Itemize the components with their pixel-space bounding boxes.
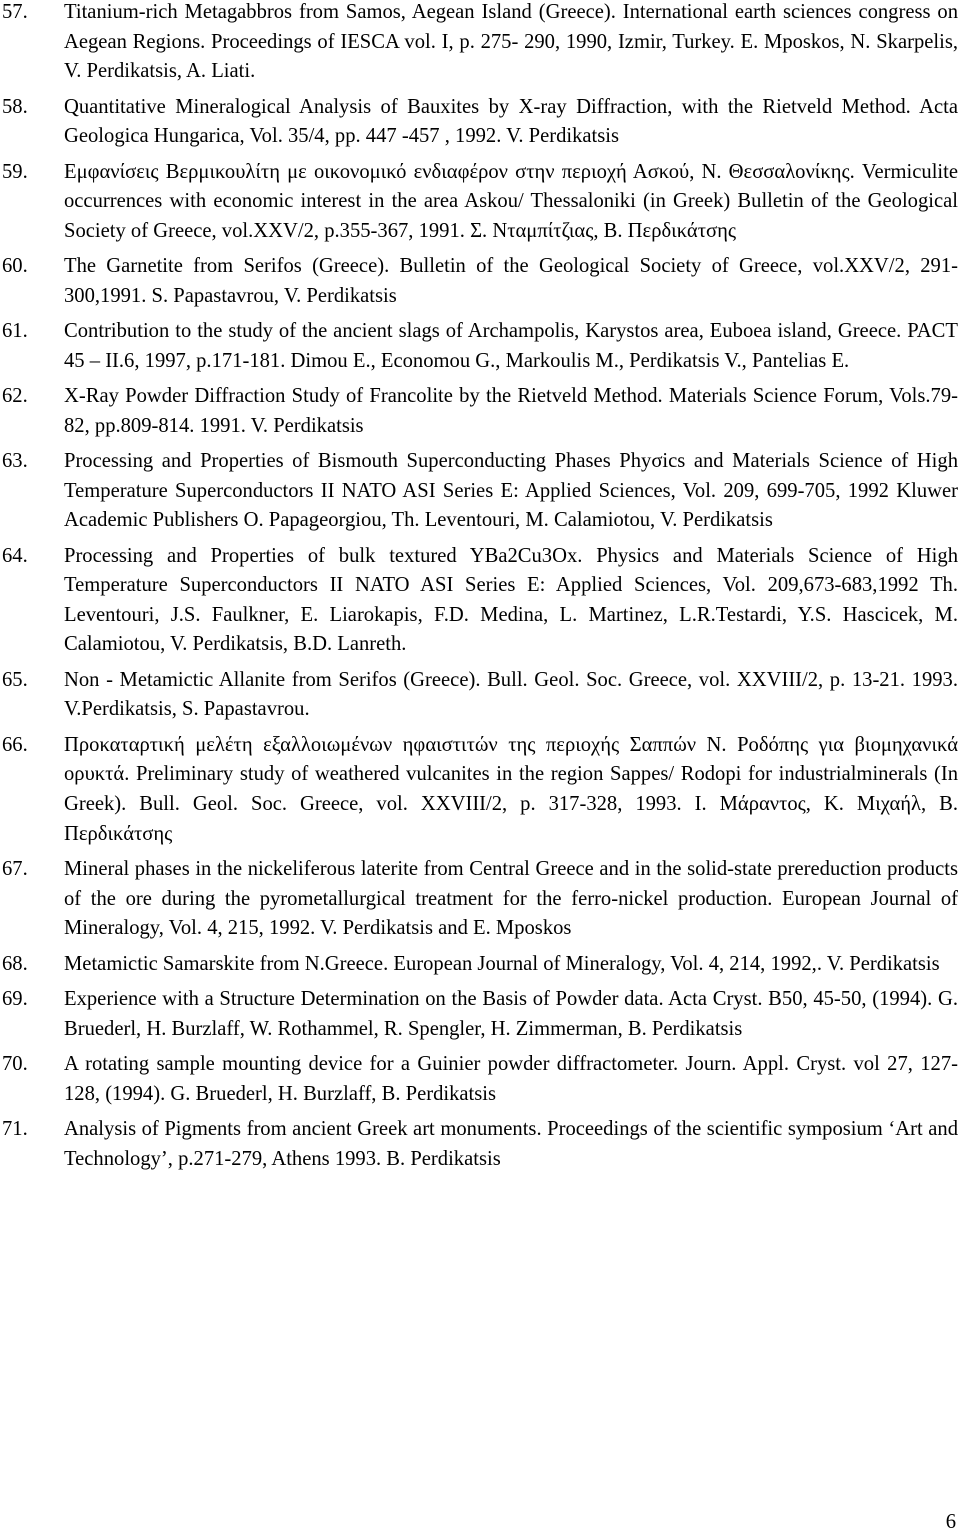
reference-item-64	[2, 542, 958, 660]
reference-number: 59.	[2, 160, 28, 183]
reference-text: Quantitative Mineralogical Analysis of Bauxites by X-ray Diffraction, with the Rietveld Method. Acta Geologica Hungarica, Vol. 35/4, pp. 447 -457 , 1992. V. Perdikatsis	[64, 95, 958, 148]
reference-number: 67.	[2, 858, 28, 880]
reference-text: Analysis of Pigments from ancient Greek art monuments. Proceedings of the scientific symposium ‘Art and Technology’, p.271-279, Athens 1993. B. Perdikatsis	[64, 1117, 958, 1170]
reference-item-61	[2, 317, 958, 376]
reference-item-58	[2, 93, 958, 152]
reference-number: 64.	[2, 544, 28, 567]
reference-item-71	[2, 1115, 958, 1174]
reference-text: X-Ray Powder Diffraction Study of Francolite by the Rietveld Method. Materials Science Forum, Vols.79-82, pp.809-814. 1991. V. Perdikatsis	[64, 385, 958, 437]
reference-text: Εμφανίσεις Βερμικουλίτη με οικονομικό ενδιαφέρον στην περιοχή Ασκού, Ν. Θεσσαλονίκης. Vermiculite occurrences with economic interest in the area Askou/ Thessaloniki (in Greek) Bulletin of the Geological Society of Greece, vol.XXV/2, p.355-367, 1991. Σ. Νταμπίτζιας, Β. Περδικάτσης	[64, 160, 958, 242]
reference-text: Non - Metamictic Allanite from Serifos (Greece). Bull. Geol. Soc. Greece, vol. XXVIII/2, p. 13-21. 1993. V.Perdikatsis, S. Papastavrou.	[64, 668, 958, 721]
reference-number: 57.	[2, 1, 28, 23]
reference-text: A rotating sample mounting device for a Guinier powder diffractometer. Journ. Appl. Cryst. vol 27, 127-128, (1994). G. Bruederl, H. Burzlaff, B. Perdikatsis	[64, 1052, 958, 1105]
reference-text: Contribution to the study of the ancient slags of Archampolis, Karystos area, Euboea island, Greece. PACT 45 – II.6, 1997, p.171-181. Dimou E., Economou G., Markoulis M., Perdikatsis V., Pantelias E.	[64, 320, 958, 372]
reference-item-69	[2, 985, 958, 1044]
reference-text: Processing and Properties of bulk textured YBa2Cu3Ox. Physics and Materials Science of High Temperature Superconductors II NATO ASI Series E: Applied Sciences, Vol. 209,673-683,1992 Th. Leventouri, J.S. Faulkner, E. Liarokapis, F.D. Medina, L. Martinez, L.R.Testardi, Y.S. Hascicek, M. Calamiotou, V. Perdikatsis, B.D. Lanreth.	[64, 544, 958, 656]
reference-item-68	[2, 950, 958, 980]
reference-item-57	[2, 0, 958, 87]
reference-item-60	[2, 252, 958, 311]
reference-number: 58.	[2, 95, 28, 118]
reference-text: Processing and Properties of Bismouth Superconducting Phases Phyσics and Materials Science of High Temperature Superconductors II NATO ASI Series E: Applied Sciences, Vol. 209, 699-705, 1992 Kluwer Academic Publishers O. Papageorgiou, Th. Leventouri, M. Calamiotou, V. Perdikatsis	[64, 450, 958, 532]
reference-number: 70.	[2, 1052, 28, 1075]
reference-item-70	[2, 1050, 958, 1109]
page-number: 6	[945, 1511, 956, 1533]
reference-number: 63.	[2, 450, 28, 473]
reference-number: 62.	[2, 385, 28, 408]
reference-text: The Garnetite from Serifos (Greece). Bulletin of the Geological Society of Greece, vol.XXV/2, 291-300,1991. S. Papastavrou, V. Perdikatsis	[64, 255, 958, 307]
reference-item-67	[2, 855, 958, 944]
reference-number: 60.	[2, 255, 28, 278]
reference-item-59	[2, 158, 958, 247]
reference-text: Mineral phases in the nickeliferous laterite from Central Greece and in the solid-state prereduction products of the ore during the pyrometallurgical treatment for the ferro-nickel production. European Journal of Mineralogy, Vol. 4, 215, 1992. V. Perdikatsis and E. Mposkos	[64, 858, 958, 940]
reference-item-65	[2, 666, 958, 725]
reference-list	[2, 0, 958, 1174]
reference-item-63	[2, 447, 958, 536]
reference-item-62	[2, 382, 958, 441]
reference-number: 66.	[2, 733, 28, 756]
reference-number: 65.	[2, 668, 28, 691]
reference-text: Titanium-rich Metagabbros from Samos, Aegean Island (Greece). International earth sciences congress on Aegean Regions. Proceedings of IESCA vol. I, p. 275- 290, 1990, Izmir, Turkey. E. Mposkos, N. Skarpelis, V. Perdikatsis, A. Liati.	[64, 1, 958, 83]
reference-number: 68.	[2, 952, 28, 975]
reference-text: Metamictic Samarskite from N.Greece. European Journal of Mineralogy, Vol. 4, 214, 1992,. V. Perdikatsis	[64, 952, 940, 975]
reference-item-66	[2, 731, 958, 849]
reference-number: 69.	[2, 987, 28, 1010]
reference-number: 71.	[2, 1117, 28, 1140]
reference-text: Experience with a Structure Determination on the Basis of Powder data. Acta Cryst. B50, 45-50, (1994). G. Bruederl, H. Burzlaff, W. Rothammel, R. Spengler, H. Zimmerman, B. Perdikatsis	[64, 987, 958, 1040]
reference-text: Προκαταρτική μελέτη εξαλλοιωμένων ηφαιστιτών της περιοχής Σαππών Ν. Ροδόπης για βιομηχανικά ορυκτά. Preliminary study of weathered vulcanites in the region Sappes/ Rodopi for industrialminerals (In Greek). Bull. Geol. Soc. Greece, vol. XXVIII/2, p. 317-328, 1993. Ι. Μάραντος, Κ. Μιχαήλ, Β. Περδικάτσης	[64, 733, 958, 845]
reference-number: 61.	[2, 320, 28, 343]
